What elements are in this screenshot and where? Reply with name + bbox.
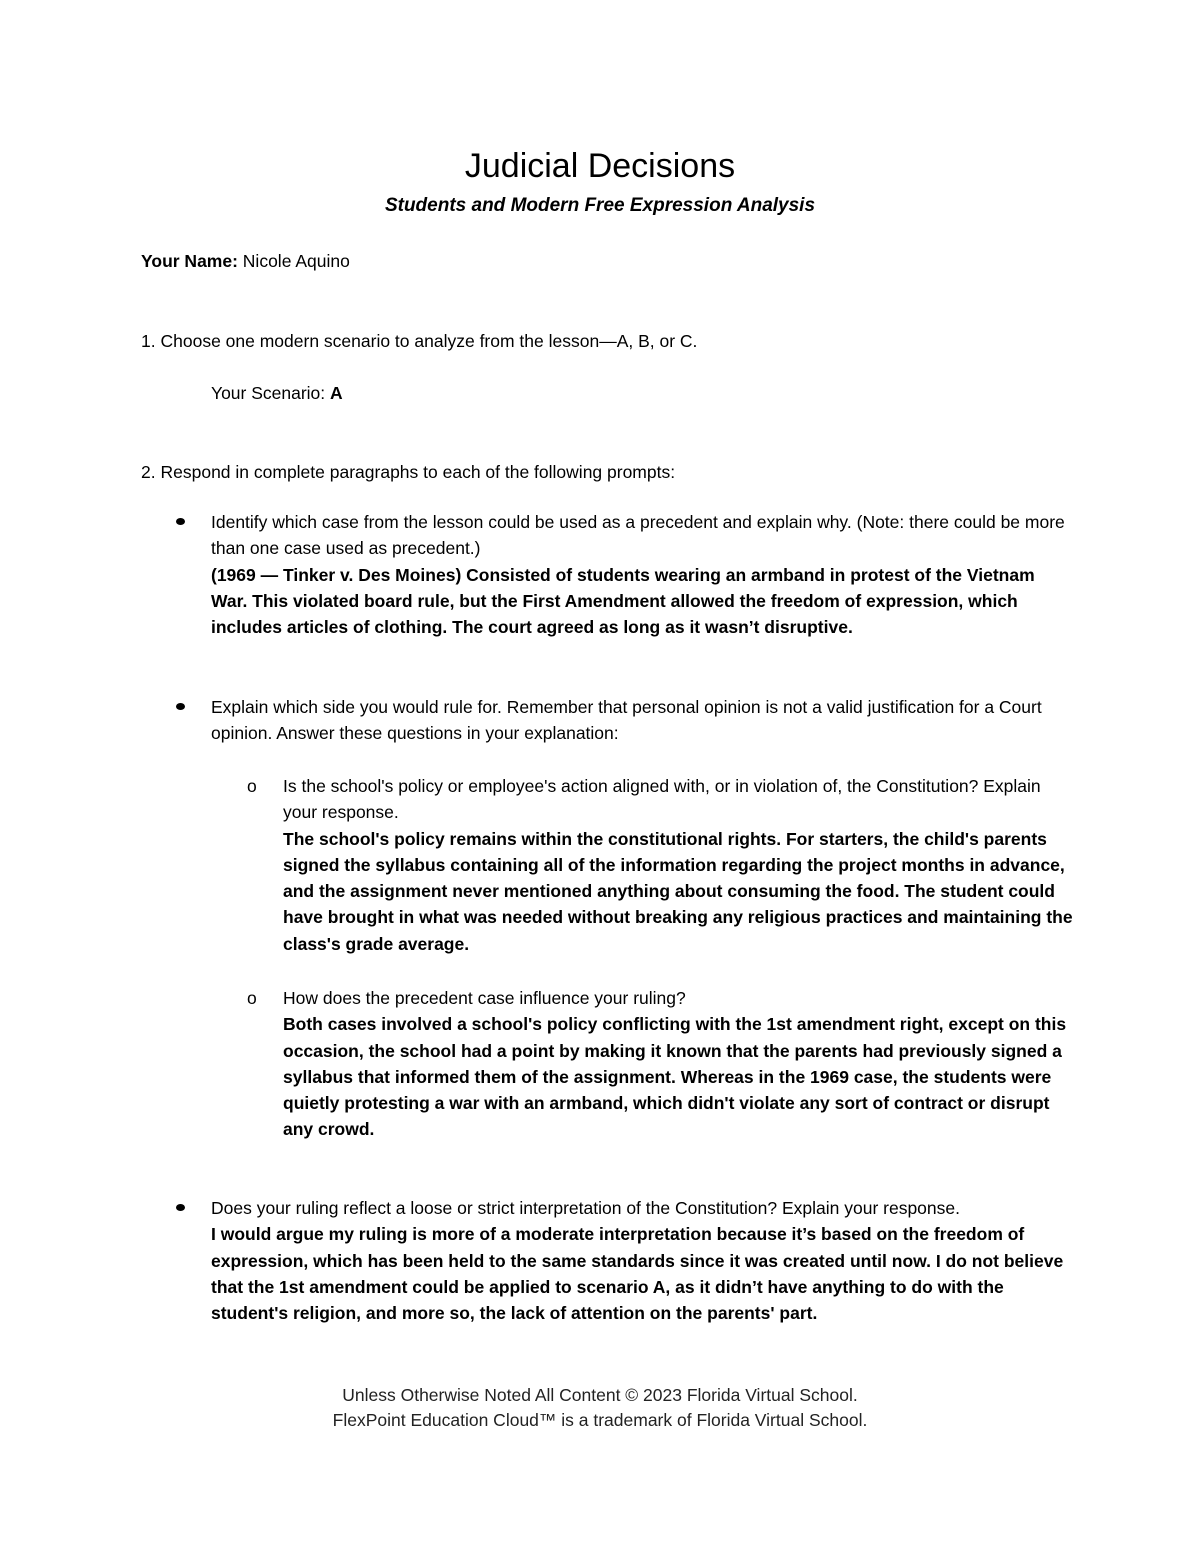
- bullet-3: [211, 1195, 1071, 1326]
- question-1-prompt: Choose one modern scenario to analyze from the lesson—A, B, or C.: [160, 331, 698, 351]
- scenario-line: [211, 380, 343, 406]
- bullet-icon: [176, 703, 185, 710]
- bullet-3-answer: I would argue my ruling is more of a moderate interpretation because it’s based on the freedom of expression, which has been held to the same standards since it was created until now. I do not believe that the 1st amendment could be applied to scenario A, as it didn’t have anything to do with the student's religion, and more so, the lack of attention on the parents' part.: [211, 1224, 1064, 1324]
- sub-bullet-1: [283, 773, 1073, 957]
- sub-bullet-2: [283, 985, 1073, 1143]
- bullet-icon: [176, 1204, 185, 1211]
- question-1: [141, 328, 697, 354]
- question-2-prompt: Respond in complete paragraphs to each of the following prompts:: [160, 462, 676, 482]
- bullet-1-prompt: Identify which case from the lesson could be used as a precedent and explain why. (Note: there could be more than one case used as precedent.): [211, 512, 1065, 559]
- footer-copyright: Unless Otherwise Noted All Content © 2023 Florida Virtual School.: [342, 1385, 858, 1405]
- page-subtitle: Students and Modern Free Expression Analysis: [384, 195, 816, 216]
- question-2-number: 2.: [141, 462, 156, 482]
- sub-bullet-2-prompt: How does the precedent case influence your ruling?: [283, 988, 686, 1008]
- page-title: Judicial Decisions: [464, 147, 736, 185]
- bullet-1: [211, 509, 1071, 640]
- name-label: Your Name:: [141, 251, 238, 271]
- sub-bullet-1-prompt: Is the school's policy or employee's action aligned with, or in violation of, the Constitution? Explain your response.: [283, 776, 1041, 823]
- name-line: [141, 248, 350, 274]
- bullet-3-prompt: Does your ruling reflect a loose or strict interpretation of the Constitution? Explain your response.: [211, 1198, 960, 1218]
- sub-bullet-marker: o: [247, 776, 257, 796]
- sub-bullet-1-answer: The school's policy remains within the constitutional rights. For starters, the child's parents signed the syllabus containing all of the information regarding the project months in advance, and the assignment never mentioned anything about consuming the food. The student could have brought in what was needed without breaking any religious practices and maintaining the class's grade average.: [283, 828, 1073, 954]
- sub-bullet-marker: o: [247, 988, 257, 1008]
- footer-trademark: FlexPoint Education Cloud™ is a trademark of Florida Virtual School.: [332, 1410, 868, 1430]
- bullet-2: [211, 694, 1071, 747]
- name-value: Nicole Aquino: [242, 251, 350, 271]
- scenario-value: A: [330, 383, 343, 403]
- bullet-icon: [176, 518, 185, 525]
- scenario-label: Your Scenario:: [211, 383, 326, 403]
- question-2: [141, 459, 675, 485]
- question-1-number: 1.: [141, 331, 156, 351]
- bullet-1-answer: (1969 — Tinker v. Des Moines) Consisted of students wearing an armband in protest of the Vietnam War. This violated board rule, but the First Amendment allowed the freedom of expression, which includes articles of clothing. The court agreed as long as it wasn’t disruptive.: [211, 564, 1035, 638]
- bullet-2-prompt: Explain which side you would rule for. Remember that personal opinion is not a valid justification for a Court opinion. Answer these questions in your explanation:: [211, 697, 1042, 744]
- sub-bullet-2-answer: Both cases involved a school's policy conflicting with the 1st amendment right, except on this occasion, the school had a point by making it known that the parents had previously signed a syllabus that informed them of the assignment. Whereas in the 1969 case, the students were quietly protesting a war with an armband, which didn't violate any sort of contract or disrupt any crowd.: [283, 1014, 1067, 1140]
